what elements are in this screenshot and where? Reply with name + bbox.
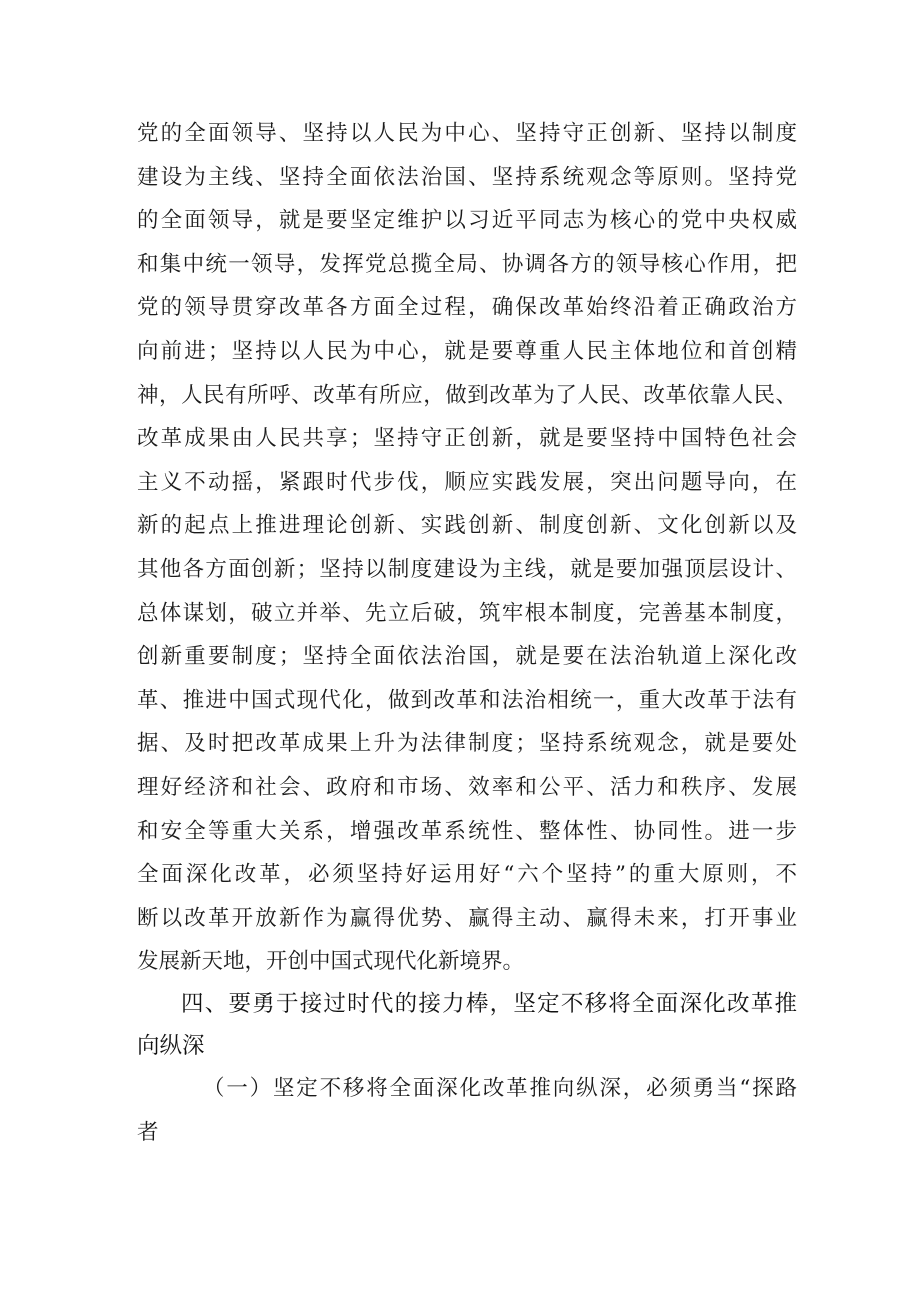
paragraph-line: 据、及时把改革成果上升为法律制度；坚持系统观念，就是要处 [137,731,797,757]
paragraph-line: 断以改革开放新作为赢得优势、赢得主动、赢得未来，打开事业 [137,905,797,931]
paragraph-line: 和安全等重大关系，增强改革系统性、整体性、协同性。进一步 [137,818,797,844]
paragraph-line: 的全面领导，就是要坚定维护以习近平同志为核心的党中央权威 [137,208,797,234]
subheading-line: 者 [137,1119,159,1145]
paragraph-line: 改革成果由人民共享；坚持守正创新，就是要坚持中国特色社会 [137,426,797,452]
subheading-line: （一）坚定不移将全面深化改革推向纵深，必须勇当“探路 [203,1076,797,1101]
paragraph-line: 发展新天地，开创中国式现代化新境界。 [137,949,525,975]
paragraph-line: 党的领导贯穿改革各方面全过程，确保改革始终沿着正确政治方 [137,295,797,321]
paragraph-line: 神，人民有所呼、改革有所应，做到改革为了人民、改革依靠人民、 [137,382,797,408]
paragraph-line: 理好经济和社会、政府和市场、效率和公平、活力和秩序、发展 [137,774,797,800]
paragraph-line: 全面深化改革，必须坚持好运用好“六个坚持”的重大原则，不 [137,862,797,888]
paragraph-line: 其他各方面创新；坚持以制度建设为主线，就是要加强顶层设计、 [137,556,797,582]
paragraph-line: 主义不动摇，紧跟时代步伐，顺应实践发展，突出问题导向，在 [137,469,797,495]
paragraph-line: 新的起点上推进理论创新、实践创新、制度创新、文化创新以及 [137,513,797,539]
heading-line: 向纵深 [137,1033,205,1059]
paragraph-line: 建设为主线、坚持全面依法治国、坚持系统观念等原则。坚持党 [137,164,797,190]
heading-line: 四、要勇于接过时代的接力棒，坚定不移将全面深化改革推 [181,991,797,1017]
paragraph-line: 党的全面领导、坚持以人民为中心、坚持守正创新、坚持以制度 [137,121,797,146]
body-paragraph [137,112,797,984]
paragraph-line: 总体谋划，破立并举、先立后破，筑牢根本制度，完善基本制度， [137,600,797,626]
paragraph-line: 和集中统一领导，发挥党总揽全局、协调各方的领导核心作用，把 [137,251,797,277]
paragraph-line: 创新重要制度；坚持全面依法治国，就是要在法治轨道上深化改 [137,644,797,670]
paragraph-line: 向前进；坚持以人民为中心，就是要尊重人民主体地位和首创精 [137,338,797,364]
paragraph-line: 革、推进中国式现代化，做到改革和法治相统一，重大改革于法有 [137,687,797,713]
subsection-heading [137,1067,797,1154]
section-heading [137,983,797,1067]
